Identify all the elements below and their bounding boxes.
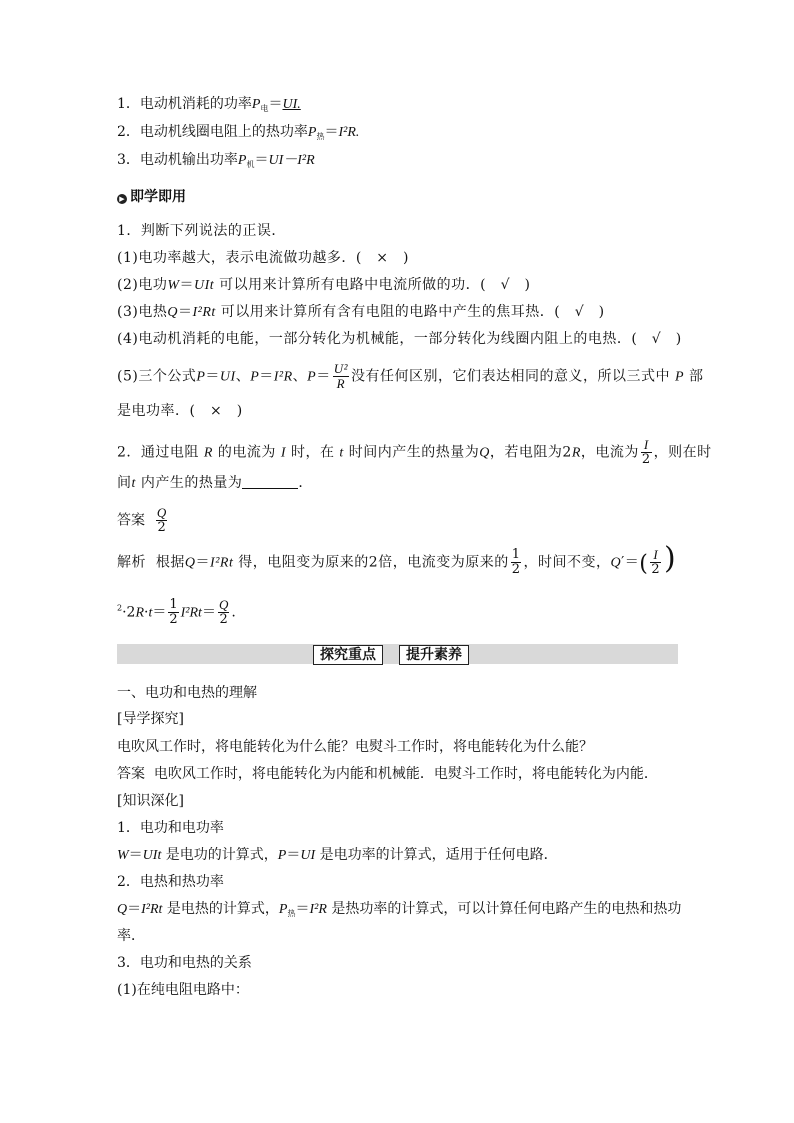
point-2-title: 2．电热和热功率 bbox=[117, 874, 224, 890]
answer-blank bbox=[242, 474, 298, 489]
point-1-title: 1．电功和电功率 bbox=[117, 820, 224, 836]
q1-item-2: (2)电功W＝UIt 可以用来计算所有电路中电流所做的功．( √ ) bbox=[117, 277, 531, 293]
q2-analysis: 解析 根据Q＝I²Rt 得，电阻变为原来的2倍，电流变为原来的 $\frac{1}{2}$ ，时间不变，Q′＝( $\frac{I}{2}$ bbox=[117, 547, 661, 577]
q1-item-4: (4)电动机消耗的电能，一部分转化为机械能，一部分转化为线圈内阻上的电热．( √ ) bbox=[117, 331, 682, 347]
point-3-item-1: (1)在纯电阻电路中： bbox=[117, 982, 249, 998]
section-tag-improve: 提升素养 bbox=[399, 645, 469, 665]
q2-line-1: 2．通过电阻 R 的电流为 I 时，在 t 时间内产生的热量为Q，若电阻为2R，电流为 $\frac{I}{2}$ ，则在时 bbox=[117, 437, 712, 467]
q2-analysis-cont: $^2$·2R·t＝ $\frac{1}{2}$ I²Rt＝ $\frac{Q}{2}$ . bbox=[117, 597, 236, 627]
q2-line-2: 间t 内产生的热量为 ． bbox=[117, 475, 313, 491]
guide-question: 电吹风工作时，将电能转化为什么能？电熨斗工作时，将电能转化为什么能？ bbox=[117, 739, 593, 755]
point-2-body: Q＝I²Rt 是电热的计算式，$P_热=I^2R$ 是热功率的计算式，可以计算任何电路产生的电热和热功 bbox=[117, 901, 682, 918]
q2-answer: 答案 $\frac{Q}{2}$ bbox=[117, 505, 167, 535]
play-bullet-icon: ▶ bbox=[117, 194, 127, 204]
q1-item-1: (1)电功率越大，表示电流做功越多．( × ) bbox=[117, 250, 409, 266]
guide-answer: 答案 电吹风工作时，将电能转化为内能和机械能．电熨斗工作时，将电能转化为内能． bbox=[117, 766, 658, 782]
motor-power-line: 1．电动机消耗的功率$P_电=UI$. bbox=[117, 96, 301, 113]
coil-heat-power-line: 2．电动机线圈电阻上的热功率$P_热=I^2R$. bbox=[117, 124, 360, 141]
q1-intro: 1．判断下列说法的正误． bbox=[117, 223, 286, 239]
point-3-title: 3．电功和电热的关系 bbox=[117, 955, 252, 971]
q1-item-5: (5)三个公式P＝UI、P＝I²R、P＝ $\frac{\text{U²}}{R}$ 没有任何区别，它们表达相同的意义，所以三式中 P 部 bbox=[117, 361, 704, 391]
q1-item-5-cont: 是电功率．( × ) bbox=[117, 403, 243, 419]
q1-item-3: (3)电热Q＝I²Rt 可以用来计算所有含有电阻的电路中产生的焦耳热．( √ ) bbox=[117, 304, 605, 320]
section-header-bar bbox=[117, 644, 678, 664]
deepen-label: [知识深化] bbox=[117, 793, 184, 809]
section-tag-explore: 探究重点 bbox=[313, 645, 383, 665]
point-2-body-cont: 率． bbox=[117, 928, 145, 944]
point-1-body: W＝UIt 是电功的计算式，P＝UI 是电功率的计算式，适用于任何电路． bbox=[117, 847, 558, 863]
guide-label: [导学探究] bbox=[117, 711, 184, 727]
section-title: 一、电功和电热的理解 bbox=[117, 685, 257, 701]
right-paren: ) bbox=[664, 541, 676, 576]
practice-heading: ▶ 即学即用 bbox=[117, 188, 186, 206]
output-power-line: 3．电动机输出功率$P_机=UI-I^2R$ bbox=[117, 152, 315, 169]
